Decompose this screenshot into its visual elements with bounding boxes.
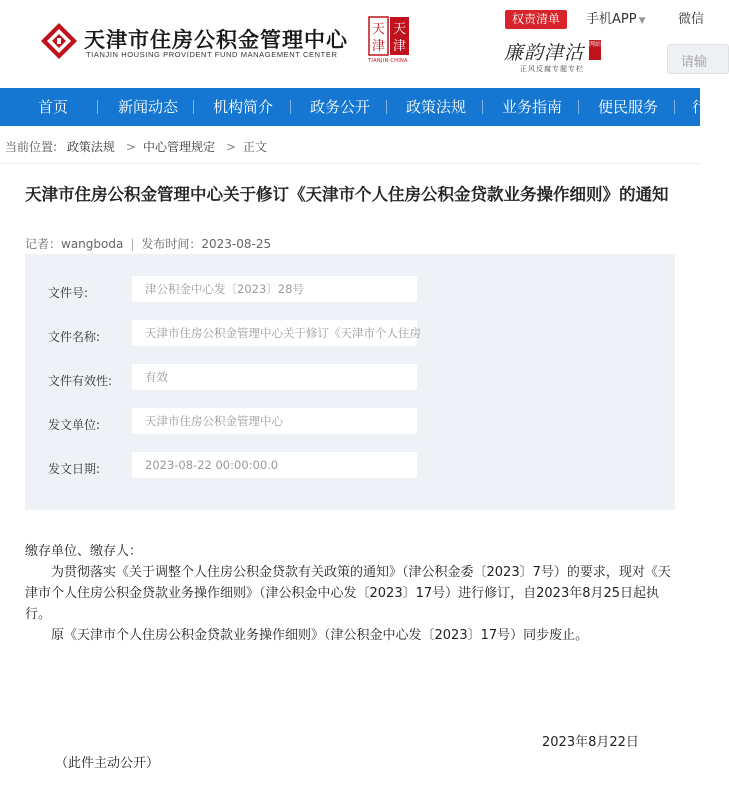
seal-caption: TIANJIN·CHINA <box>368 58 408 64</box>
svg-text:天: 天 <box>371 22 386 37</box>
article-date: 2023年8月22日 <box>542 735 639 750</box>
nav-divider <box>193 100 194 114</box>
nav-divider <box>386 100 387 114</box>
doc-issuer-label: 发文单位: <box>48 418 101 432</box>
nav-item-news[interactable]: 新闻动态 <box>118 98 179 116</box>
hpf-logo-icon[interactable] <box>40 22 78 60</box>
article-divider <box>0 163 700 164</box>
nav-divider <box>578 100 579 114</box>
chevron-down-icon: ▼ <box>638 16 646 26</box>
site-subtitle: TIANJIN HOUSING PROVIDENT FUND MANAGEMENT CENTER <box>86 50 338 59</box>
doc-date-value: 2023-08-22 00:00:00.0 <box>145 458 279 472</box>
nav-item-more[interactable]: 行 <box>692 98 708 116</box>
nav-item-services[interactable]: 便民服务 <box>598 98 659 116</box>
article-publish-time: 发布时间：2023-08-25 <box>141 237 272 251</box>
site-header <box>0 0 708 88</box>
doc-date-label: 发文日期: <box>48 462 101 476</box>
doc-validity-field <box>132 364 417 390</box>
duty-list-button[interactable]: 权责清单 <box>505 10 567 29</box>
breadcrumb-rules[interactable]: 中心管理规定 <box>142 140 215 154</box>
article-salutation: 缴存单位、缴存人： <box>25 544 143 559</box>
doc-validity-value: 有效 <box>145 370 168 384</box>
nav-item-about[interactable]: 机构简介 <box>213 98 274 116</box>
article-author: 记者：wangboda <box>25 237 124 251</box>
article-title: 天津市住房公积金管理中心关于修订《天津市个人住房公积金贷款业务操作细则》的通知 <box>25 185 669 204</box>
nav-item-policy[interactable]: 政策法规 <box>406 98 467 116</box>
nav-item-home[interactable]: 首页 <box>38 98 69 116</box>
doc-number-label: 文件号: <box>48 286 89 300</box>
nav-item-gov-affairs[interactable]: 政务公开 <box>310 98 371 116</box>
nav-divider <box>97 100 98 114</box>
clean-column-subtitle: 正风反腐专题专栏 <box>520 65 584 73</box>
main-nav <box>0 88 708 126</box>
svg-text:天: 天 <box>392 22 407 37</box>
doc-number-value: 津公积金中心发〔2023〕28号 <box>145 282 304 296</box>
article-paragraph-2: 原《天津市个人住房公积金贷款业务操作细则》（津公积金中心发〔2023〕17号）同步废止。 <box>51 628 589 643</box>
search-placeholder: 请输 <box>681 55 708 70</box>
tianjin-seal-icon <box>368 16 410 56</box>
nav-divider <box>674 100 675 114</box>
doc-issuer-field <box>132 408 417 434</box>
nav-item-guide[interactable]: 业务指南 <box>502 98 563 116</box>
public-disclosure-note: （此件主动公开） <box>55 756 160 771</box>
doc-validity-label: 文件有效性: <box>48 374 113 388</box>
doc-name-field <box>132 320 421 346</box>
meta-divider: | <box>130 237 135 251</box>
site-title[interactable]: 天津市住房公积金管理中心 <box>84 28 348 52</box>
clean-column-badge: 网站 <box>589 40 601 60</box>
wechat-link[interactable]: 微信 <box>678 12 705 27</box>
breadcrumb-current: 正文 <box>243 140 268 154</box>
nav-divider <box>290 100 291 114</box>
doc-number-field <box>132 276 417 302</box>
doc-name-value: 天津市住房公积金管理中心关于修订《天津市个人住房 <box>145 326 421 340</box>
article-meta <box>25 235 271 252</box>
clean-column-logo[interactable]: 廉韵津沽 <box>504 42 585 64</box>
doc-issuer-value: 天津市住房公积金管理中心 <box>145 414 283 428</box>
svg-text:津: 津 <box>371 39 386 54</box>
mobile-app-label: 手机APP <box>586 12 637 27</box>
breadcrumb-separator: > <box>125 140 136 154</box>
doc-name-label: 文件名称: <box>48 330 101 344</box>
breadcrumb <box>5 138 273 155</box>
breadcrumb-prefix: 当前位置: <box>5 140 58 154</box>
breadcrumb-separator: > <box>225 140 237 154</box>
doc-date-field <box>132 452 417 478</box>
svg-text:津: 津 <box>392 39 407 54</box>
search-input[interactable] <box>667 44 729 74</box>
article-paragraph-1: 为贯彻落实《关于调整个人住房公积金贷款有关政策的通知》（津公积金委〔2023〕7号）的要求，现对《天津市个人住房公积金贷款业务操作细则》（津公积金中心发〔2023〕17号）进行修订，自2023年8月25日起执行。 <box>25 565 671 622</box>
mobile-app-menu[interactable] <box>586 10 646 31</box>
breadcrumb-policy[interactable]: 政策法规 <box>66 140 115 154</box>
nav-divider <box>482 100 483 114</box>
